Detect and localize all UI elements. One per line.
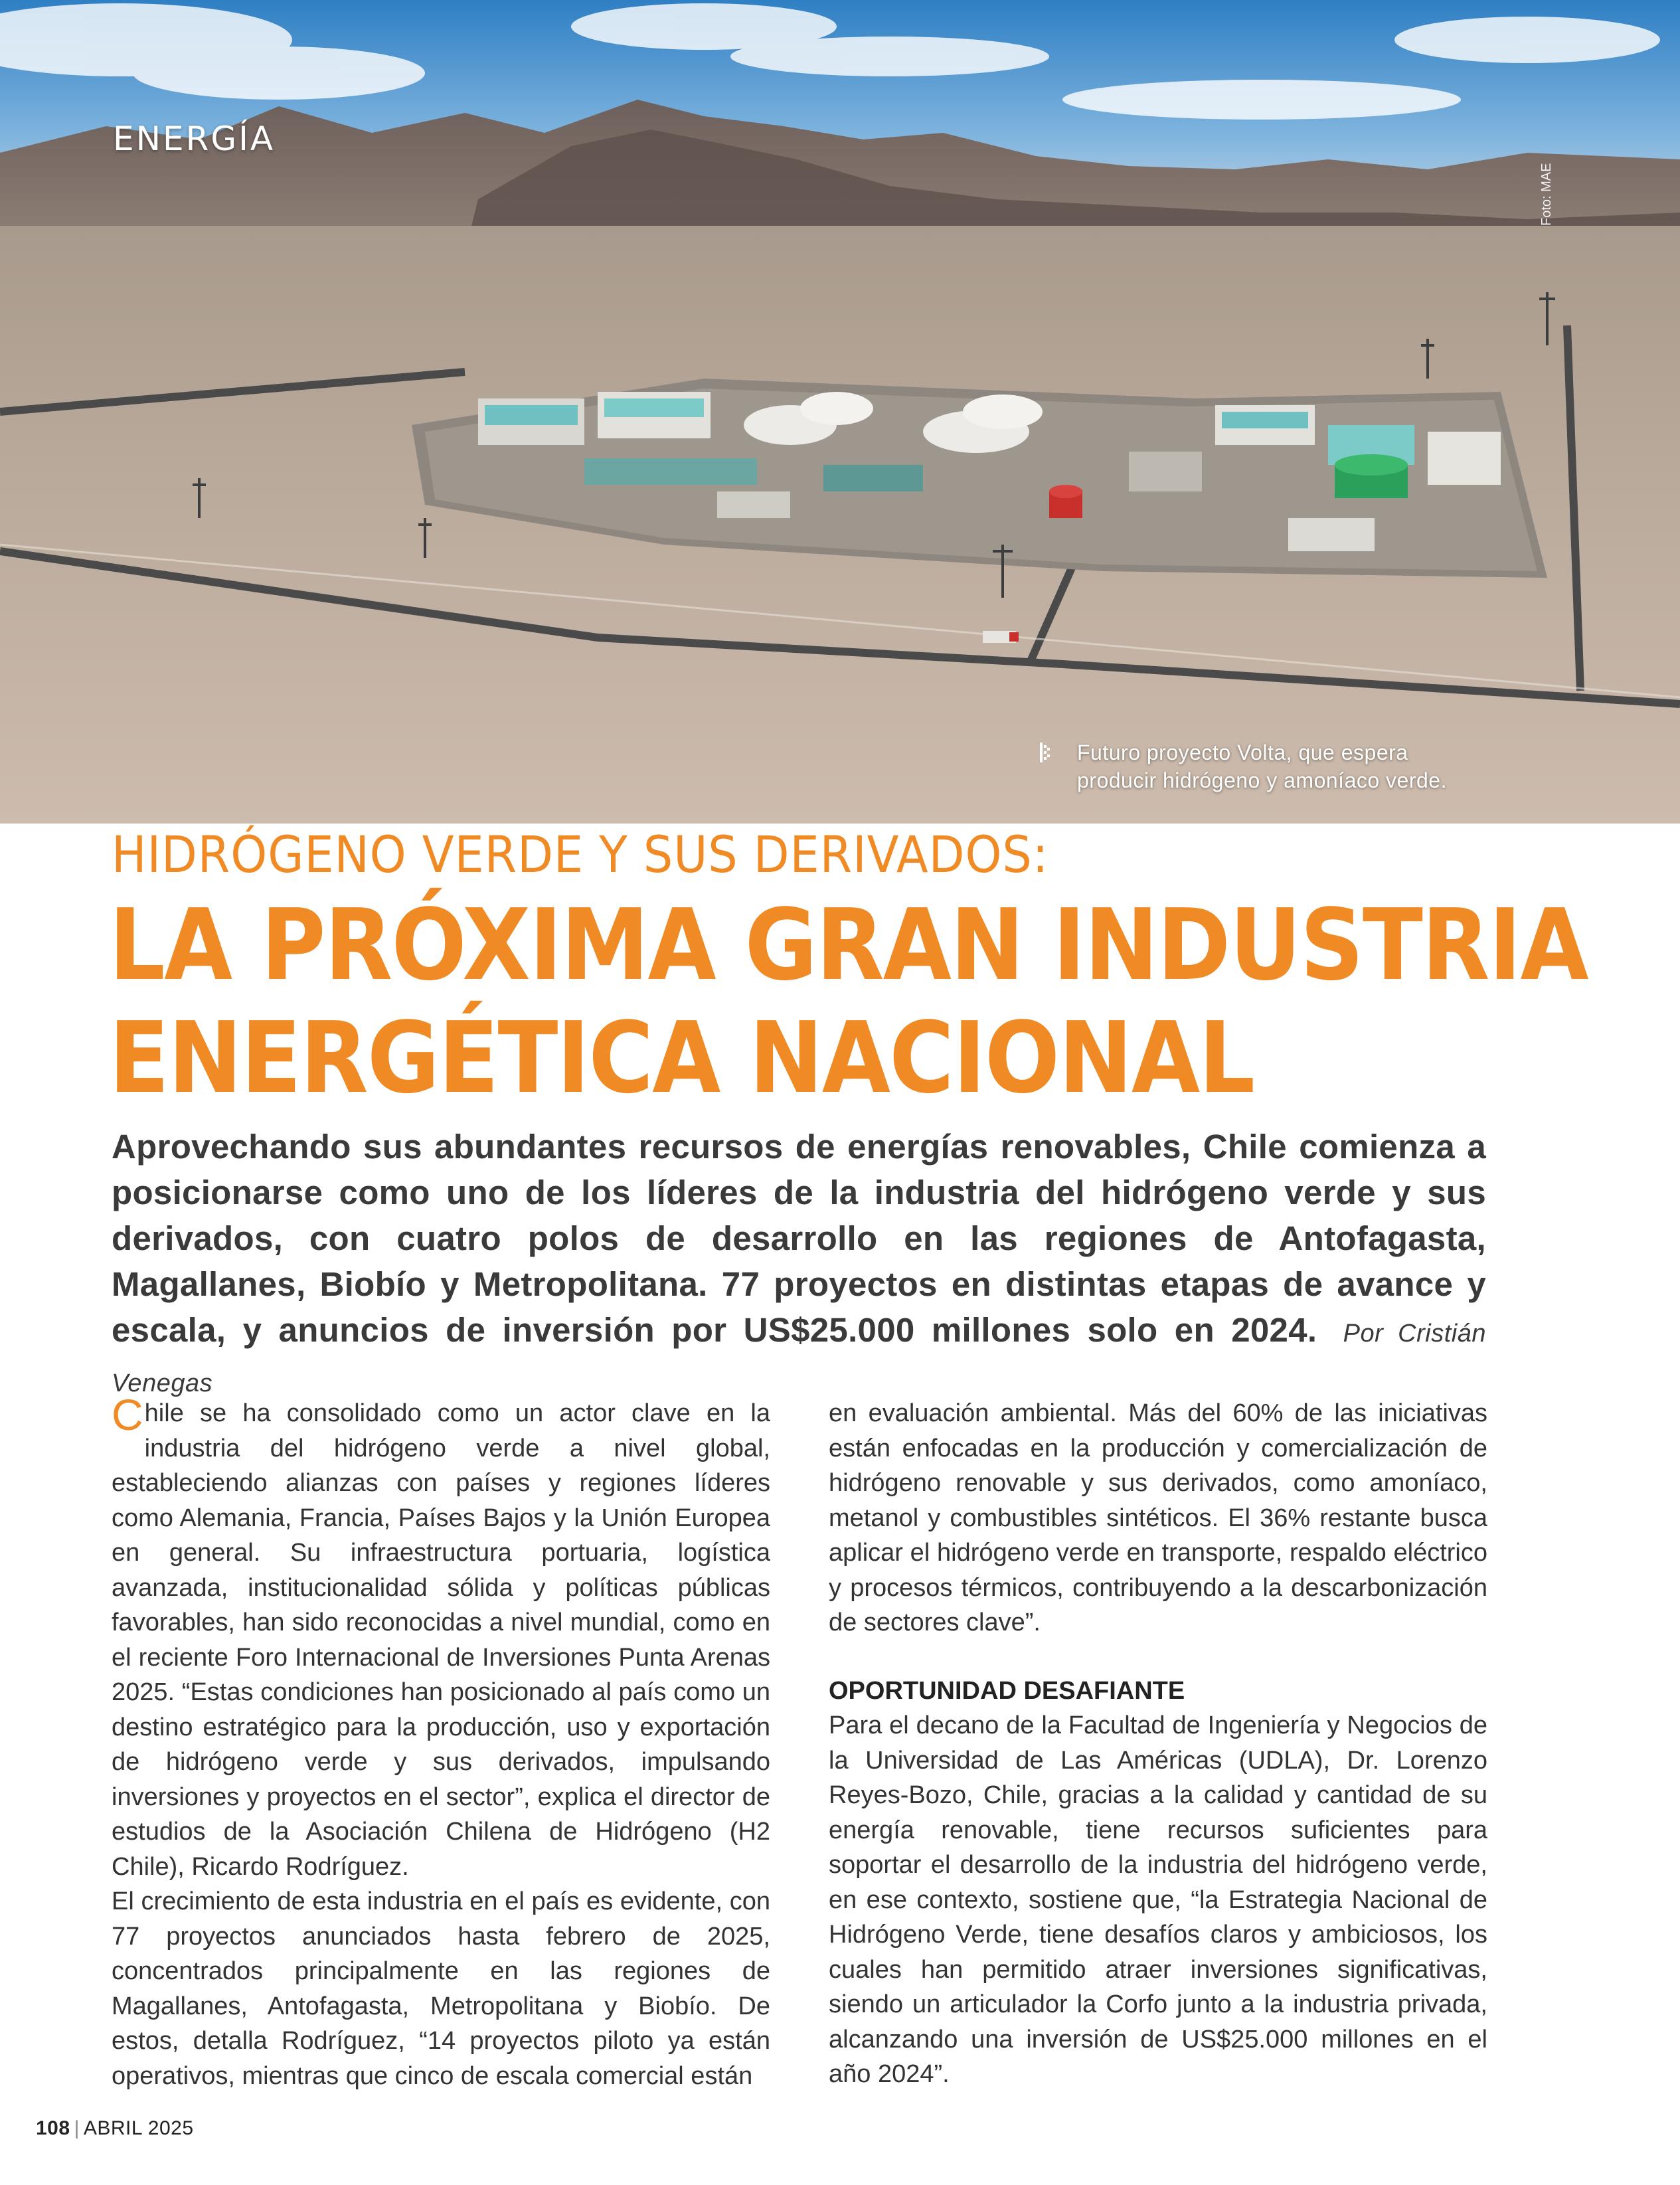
kicker: HIDRÓGENO VERDE Y SUS DERIVADOS:	[112, 825, 1049, 884]
lead-paragraph	[112, 1124, 1486, 1407]
body-paragraph-2: El crecimiento de esta industria en el país es evidente, con 77 proyectos anunciados hasta febrero de 2025, concentrados principalmente en las regiones de Magallanes, Antofagasta, Metropolitana y Biobío. De estos, detalla Rodríguez, “14 proyectos piloto ya están operativos, mientras que cinco de escala comercial están	[112, 1887, 770, 2090]
subheading: OPORTUNIDAD DESAFIANTE	[829, 1676, 1185, 1705]
footer-separator: |	[74, 2117, 80, 2139]
body-paragraph-3: en evaluación ambiental. Más del 60% de las iniciativas están enfocadas en la producción y comercialización de hidrógeno renovable y sus derivados, como amoníaco, metanol y combustibles sintéticos. El 36% restante busca aplicar el hidrógeno verde en transporte, respaldo eléctrico y procesos térmicos, contribuyendo a la descarbonización de sectores clave”.	[829, 1399, 1487, 1636]
page-footer	[36, 2117, 194, 2140]
caption-line-1: Futuro proyecto Volta, que espera	[1077, 741, 1408, 764]
photo-caption	[1058, 739, 1563, 794]
issue-date: ABRIL 2025	[83, 2117, 194, 2139]
body-paragraph-1	[112, 1390, 770, 1884]
caption-line-2: producir hidrógeno y amoníaco verde.	[1077, 768, 1447, 792]
hero-photo	[0, 0, 1680, 824]
byline: Por Cristián Venegas	[112, 1320, 1486, 1397]
headline	[109, 889, 1588, 1114]
body-column-right	[829, 1396, 1487, 2092]
page-number: 108	[36, 2117, 70, 2139]
body-paragraph-1-text: hile se ha consolidado como un actor clave en la industria del hidrógeno verde a nivel global, estableciendo alianzas con países y regiones líderes como Alemania, Francia, Países Bajos y la Unión Europea en general. Su infraestructura portuaria, logística avanzada, institucionalidad sólida y políticas públicas favorables, han sido reconocidas a nivel mundial, como en el reciente Foro Internacional de Inversiones Punta Arenas 2025. “Estas condiciones han posicionado al país como un destino estratégico para la producción, uso y exportación de hidrógeno verde y sus derivados, impulsando inversiones y proyectos en el sector”, explica el director de estudios de la Asociación Chilena de Hidrógeno (H2 Chile), Ricardo Rodríguez.	[112, 1399, 770, 1881]
caption-marker-icon	[1040, 743, 1050, 762]
body-column-left	[112, 1390, 770, 2093]
drop-cap: C	[112, 1390, 143, 1439]
headline-line-1: LA PRÓXIMA GRAN INDUSTRIA	[109, 888, 1588, 1002]
photo-credit: Foto: MAE	[1539, 163, 1554, 226]
section-label: ENERGÍA	[113, 120, 276, 158]
headline-line-2: ENERGÉTICA NACIONAL	[109, 1001, 1254, 1115]
lead-text: Aprovechando sus abundantes recursos de energías renovables, Chile comienza a posicionarse como uno de los líderes de la industria del hidrógeno verde y sus derivados, con cuatro polos de desarrollo en las regiones de Antofagasta, Magallanes, Biobío y Metropolitana. 77 proyectos en distintas etapas de avance y escala, y anuncios de inversión por US$25.000 millones solo en 2024.	[112, 1128, 1486, 1349]
body-paragraph-4: Para el decano de la Facultad de Ingeniería y Negocios de la Universidad de Las Américas (UDLA), Dr. Lorenzo Reyes-Bozo, Chile, gracias a la calidad y cantidad de su energía renovable, tiene recursos suficientes para soportar el desarrollo de la industria del hidrógeno verde, en ese contexto, sostiene que, “la Estrategia Nacional de Hidrógeno Verde, tiene desafíos claros y ambiciosos, los cuales han permitido atraer inversiones significativas, siendo un articulador la Corfo junto a la industria privada, alcanzando una inversión de US$25.000 millones en el año 2024”.	[829, 1711, 1487, 2088]
